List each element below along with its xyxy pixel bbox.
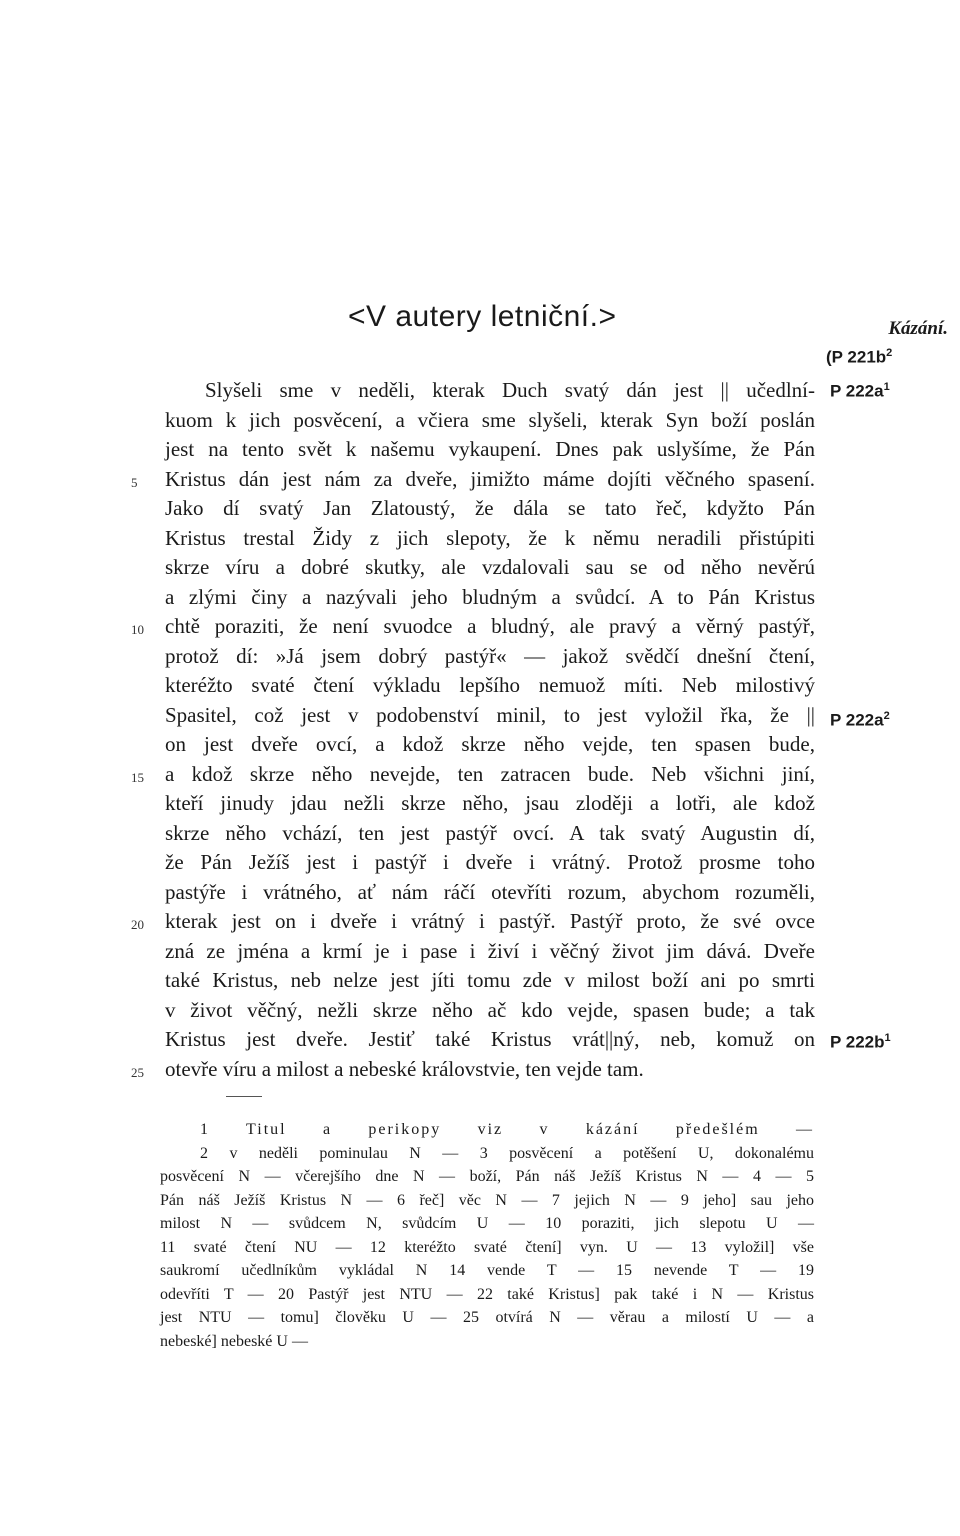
margin-ref-2-text: P 222a (830, 381, 884, 401)
text-line (165, 671, 815, 701)
text-line (165, 406, 815, 436)
footnote-line: saukromí učedlníkům vykládal N 14 vende T — 15 nevende T — 19 (160, 1262, 814, 1279)
line-text: pastýře i vrátného, ať nám ráčí otevříti rozum, abychom rozuměli, (165, 879, 815, 904)
margin-ref-1-sup: 2 (886, 347, 893, 359)
text-line (165, 937, 815, 967)
text-line (165, 996, 815, 1026)
text-line (165, 966, 815, 996)
margin-ref-1-text: (P 221b (826, 347, 887, 367)
text-line (165, 583, 815, 613)
text-line (165, 435, 815, 465)
text-line (131, 760, 815, 790)
text-line (165, 524, 815, 554)
text-line (165, 848, 815, 878)
margin-ref-2 (830, 381, 890, 402)
line-text: jest na tento svět k našemu vykaupení. Dnes pak uslyšíme, že Pán (165, 437, 815, 461)
line-text: že Pán Ježíš jest i pastýř i dveře i vrátný. Protož prosme toho (165, 850, 815, 874)
line-text: skrze něho vchází, ten jest pastýř ovcí. A tak svatý Augustin dí, (165, 820, 815, 845)
line-text: chtě poraziti, že není svuodce a bludný, ale pravý a věrný pastýř, (165, 614, 815, 638)
footnote-line: odevříti T — 20 Pastýř jest NTU — 22 také Kristus] pak také i N — Kristus (160, 1285, 814, 1303)
line-text: kteréžto svaté čtení výkladu lepšího nemuož míti. Neb milostivý (165, 673, 815, 697)
line-text: také Kristus, neb nelze jest jíti tomu zde v milost boží ani po smrti (165, 968, 815, 992)
margin-ref-3-sup: 2 (883, 710, 890, 722)
text-line (165, 819, 815, 849)
text-line (131, 1055, 815, 1085)
margin-ref-4-text: P 222b (830, 1032, 885, 1052)
text-line (165, 701, 815, 731)
line-text: Kristus dán jest nám za dveře, jimižto máme dojíti věčného spasení. (165, 466, 815, 491)
line-text: v život věčný, nežli skrze něho ač kdo vejde, spasen bude; a tak (165, 997, 815, 1022)
side-label: Kázání. (888, 318, 948, 339)
line-text: kteří jinudy jdau nežli skrze něho, jsau zloději a lotři, ale kdož (165, 791, 815, 815)
text-line (165, 878, 815, 908)
footnote-line: nebeské] nebeské U — (160, 1332, 308, 1350)
line-text: kterak jest on i dveře i vrátný i pastýř. Pastýř proto, že své ovce (165, 909, 815, 933)
line-text: Kristus trestal Židy z jich slepoty, že k němu neradili přistúpiti (165, 525, 815, 550)
text-line (165, 642, 815, 672)
line-text: a zlými činy a nazývali jeho bludným a svůdcí. A to Pán Kristus (165, 584, 815, 609)
line-text: kuom k jich posvěcení, a včiera sme slyšeli, kterak Syn boží poslán (165, 407, 815, 432)
text-line (165, 730, 815, 760)
margin-ref-3 (830, 710, 890, 731)
margin-ref-4-sup: 1 (884, 1032, 891, 1044)
line-number: 20 (131, 917, 144, 932)
footnotes (160, 1118, 814, 1353)
line-number: 10 (131, 622, 144, 637)
footnote-line: 1 Titul a perikopy viz v kázání předešlém — (200, 1121, 814, 1138)
footnote-line: 11 svaté čtení NU — 12 kteréžto svaté čtení] vyn. U — 13 vyložil] vše (160, 1238, 814, 1256)
line-text: zná ze jména a krmí je i pase i živí i věčný život jim dává. Dveře (165, 938, 815, 963)
text-line (131, 612, 815, 642)
footnote-line: Pán náš Ježíš Kristus N — 6 řeč] věc N — 7 jejich N — 9 jeho] sau jeho (160, 1191, 814, 1209)
line-text: on jest dveře ovcí, a kdož skrze něho vejde, ten spasen bude, (165, 732, 815, 756)
margin-ref-2-sup: 1 (883, 381, 890, 393)
text-line (165, 1025, 815, 1055)
margin-ref-4 (830, 1032, 891, 1053)
line-text: Kristus jest dveře. Jestiť také Kristus vrát||ný, neb, komuž on (165, 1027, 815, 1051)
line-text: skrze víru a dobré skutky, ale vzdalovali sau se od něho nevěrú (165, 555, 815, 579)
page-title: <V autery letniční.> (348, 300, 617, 333)
line-number: 5 (131, 474, 138, 490)
line-number: 15 (131, 769, 144, 785)
line-text: otevře víru a milost a nebeské královstvie, ten vejde tam. (165, 1056, 644, 1081)
main-text (131, 376, 815, 1084)
text-line (131, 465, 815, 495)
text-line (165, 494, 815, 524)
margin-ref-3-text: P 222a (830, 710, 884, 730)
footnote-divider (226, 1096, 262, 1097)
footnote-line: milost N — svůdcem N, svůdcím U — 10 poraziti, jich slepotu U — (160, 1215, 814, 1232)
line-text: Slyšeli sme v neděli, kterak Duch svatý dán jest || učedlní- (205, 378, 815, 402)
line-text: Spasitel, což jest v podobenství minil, to jest vyložil řka, že || (165, 702, 815, 727)
margin-ref-1 (826, 347, 892, 368)
footnote-line: posvěcení N — včerejšího dne N — boží, Pán náš Ježíš Kristus N — 4 — 5 (160, 1168, 814, 1185)
text-line (165, 553, 815, 583)
line-text: protož dí: »Já jsem dobrý pastýř« — jakož svědčí dnešní čtení, (165, 643, 815, 668)
line-text: a kdož skrze něho nevejde, ten zatracen bude. Neb všichni jiní, (165, 761, 815, 786)
footnote-line: jest NTU — tomu] člověku U — 25 otvírá N — věrau a milostí U — a (160, 1309, 814, 1326)
footnote-line: 2 v neděli pominulau N — 3 posvěcení a potěšení U, dokonalému (200, 1144, 814, 1162)
text-line (165, 376, 815, 406)
text-line (131, 907, 815, 937)
line-number: 25 (131, 1064, 144, 1080)
line-text: Jako dí svatý Jan Zlatoustý, že dála se tato řeč, kdyžto Pán (165, 496, 815, 520)
text-line (165, 789, 815, 819)
